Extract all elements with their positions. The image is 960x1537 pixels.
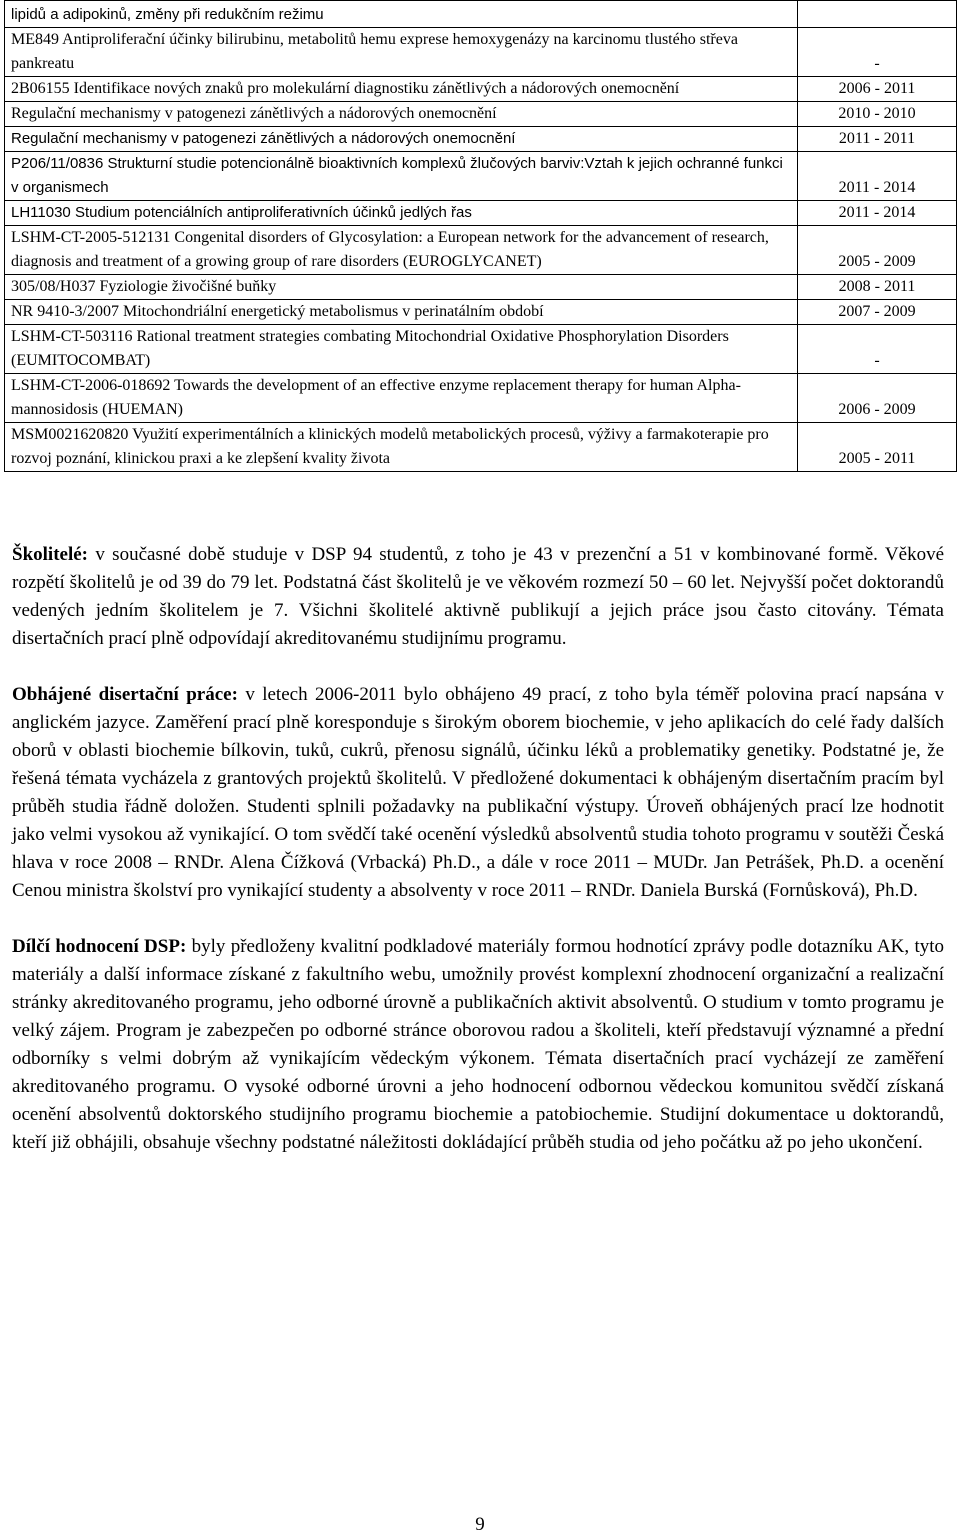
- paragraph-defended-theses: [12, 681, 944, 905]
- grants-table-body: [5, 1, 957, 472]
- grant-description: LSHM-CT-2005-512131 Congenital disorders of Glycosylation: a European network for the advancement of research, diagnosis and treatment of a growing group of rare disorders (EUROGLYCANET): [5, 226, 798, 275]
- grant-row: [5, 300, 957, 325]
- grant-description: MSM0021620820 Využití experimentálních a klinických modelů metabolických procesů, výživy a farmakoterapie pro rozvoj poznání, klinickou praxi a ke zlepšení kvality života: [5, 423, 798, 472]
- grant-years: 2005 - 2011: [798, 423, 957, 472]
- grant-years: 2011 - 2014: [798, 152, 957, 201]
- paragraph-supervisors: [12, 541, 944, 653]
- grant-row: [5, 275, 957, 300]
- grant-description: lipidů a adipokinů, změny při redukčním režimu: [5, 1, 798, 28]
- grant-row: [5, 1, 957, 28]
- paragraph-partial-evaluation: [12, 933, 944, 1157]
- partial-evaluation-label: Dílčí hodnocení DSP:: [12, 936, 187, 957]
- grant-description: 305/08/H037 Fyziologie živočišné buňky: [5, 275, 798, 300]
- grant-years: 2006 - 2009: [798, 374, 957, 423]
- grant-row: [5, 77, 957, 102]
- grant-description: P206/11/0836 Strukturní studie potencionálně bioaktivních komplexů žlučových barviv:Vztah k jejich ochranné funkci v organismech: [5, 152, 798, 201]
- grant-description: 2B06155 Identifikace nových znaků pro molekulární diagnostiku zánětlivých a nádorových onemocnění: [5, 77, 798, 102]
- grant-years: 2005 - 2009: [798, 226, 957, 275]
- grant-years: 2006 - 2011: [798, 77, 957, 102]
- grants-table: [4, 0, 957, 472]
- grant-description: LH11030 Studium potenciálních antiproliferativních účinků jedlých řas: [5, 201, 798, 226]
- grant-description: LSHM-CT-2006-018692 Towards the development of an effective enzyme replacement therapy for human Alpha-mannosidosis (HUEMAN): [5, 374, 798, 423]
- defended-theses-label: Obhájené disertační práce:: [12, 684, 238, 705]
- grant-row: [5, 201, 957, 226]
- grant-description: ME849 Antiproliferační účinky bilirubinu, metabolitů hemu exprese hemoxygenázy na karcinomu tlustého střeva pankreatu: [5, 28, 798, 77]
- supervisors-label: Školitelé:: [12, 544, 88, 565]
- grant-row: [5, 325, 957, 374]
- grant-years: 2007 - 2009: [798, 300, 957, 325]
- grant-row: [5, 102, 957, 127]
- grant-years: -: [798, 28, 957, 77]
- grant-description: Regulační mechanismy v patogenezi zánětlivých a nádorových onemocnění: [5, 127, 798, 152]
- grant-row: [5, 423, 957, 472]
- grant-description: LSHM-CT-503116 Rational treatment strategies combating Mitochondrial Oxidative Phosphorylation Disorders (EUMITOCOMBAT): [5, 325, 798, 374]
- grant-row: [5, 152, 957, 201]
- page-number: 9: [475, 1514, 485, 1535]
- grant-years: [798, 1, 957, 28]
- grant-row: [5, 374, 957, 423]
- supervisors-text: v současné době studuje v DSP 94 studentů, z toho je 43 v prezenční a 51 v kombinované formě. Věkové rozpětí školitelů je od 39 do 79 let. Podstatná část školitelů je ve věkovém rozmezí 50 – 60 let. Nejvyšší počet doktorandů vedených jedním školitelem je 7. Všichni školitelé aktivně publikují a jejich práce jsou často citovány. Témata disertačních prací plně odpovídají akreditovanému studijnímu programu.: [12, 544, 944, 649]
- grant-years: 2010 - 2010: [798, 102, 957, 127]
- grant-row: [5, 28, 957, 77]
- grant-row: [5, 127, 957, 152]
- evaluation-text: [12, 541, 944, 1185]
- grant-years: -: [798, 325, 957, 374]
- grant-years: 2011 - 2011: [798, 127, 957, 152]
- grant-description: Regulační mechanismy v patogenezi zánětlivých a nádorových onemocnění: [5, 102, 798, 127]
- defended-theses-text: v letech 2006-2011 bylo obhájeno 49 prací, z toho byla téměř polovina prací napsána v anglickém jazyce. Zaměření prací plně koresponduje s širokým oborem biochemie, v jeho aplikacích do celé řady dalších oborů v oblasti biochemie bílkovin, tuků, cukrů, přenosu signálů, účinku léků a problematiky genetiky. Podstatné je, že řešená témata vycházela z grantových projektů školitelů. V předložené dokumentaci k obhájeným disertačním pracím byl průběh studia řádně doložen. Studenti splnili požadavky na publikační výstupy. Úroveň obhájených prací lze hodnotit jako velmi vysokou až vynikající. O tom svědčí také ocenění výsledků absolventů studia tohoto programu v soutěži Česká hlava v roce 2008 – RNDr. Alena Čížková (Vrbacká) Ph.D., a dále v roce 2011 – MUDr. Jan Petrášek, Ph.D. a ocenění Cenou ministra školství pro vynikající studenty a absolventy v roce 2011 – RNDr. Daniela Burská (Fornůsková), Ph.D.: [12, 684, 944, 901]
- grant-years: 2011 - 2014: [798, 201, 957, 226]
- grant-years: 2008 - 2011: [798, 275, 957, 300]
- partial-evaluation-text: byly předloženy kvalitní podkladové materiály formou hodnotící zprávy podle dotazníku AK, tyto materiály a další informace získané z fakultního webu, umožnily provést komplexní zhodnocení organizační a realizační stránky akreditovaného programu, jeho odborné úrovně a publikačních aktivit absolventů. O studium v tomto programu je velký zájem. Program je zabezpečen po odborné stránce oborovou radou a školiteli, kteří představují významné a přední odborníky s velmi dobrým až vynikajícím vědeckým výkonem. Témata disertačních prací vycházejí ze zaměření akreditovaného programu. O vysoké odborné úrovni a jeho hodnocení odbornou vědeckou komunitou svědčí získaná ocenění absolventů doktorského studijního programu biochemie a patobiochemie. Studijní dokumentace u doktorandů, kteří již obhájili, obsahuje všechny podstatné náležitosti dokládající průběh studia od jeho počátku až po jeho ukončení.: [12, 936, 945, 1153]
- grant-row: [5, 226, 957, 275]
- grant-description: NR 9410-3/2007 Mitochondriální energetický metabolismus v perinatálním období: [5, 300, 798, 325]
